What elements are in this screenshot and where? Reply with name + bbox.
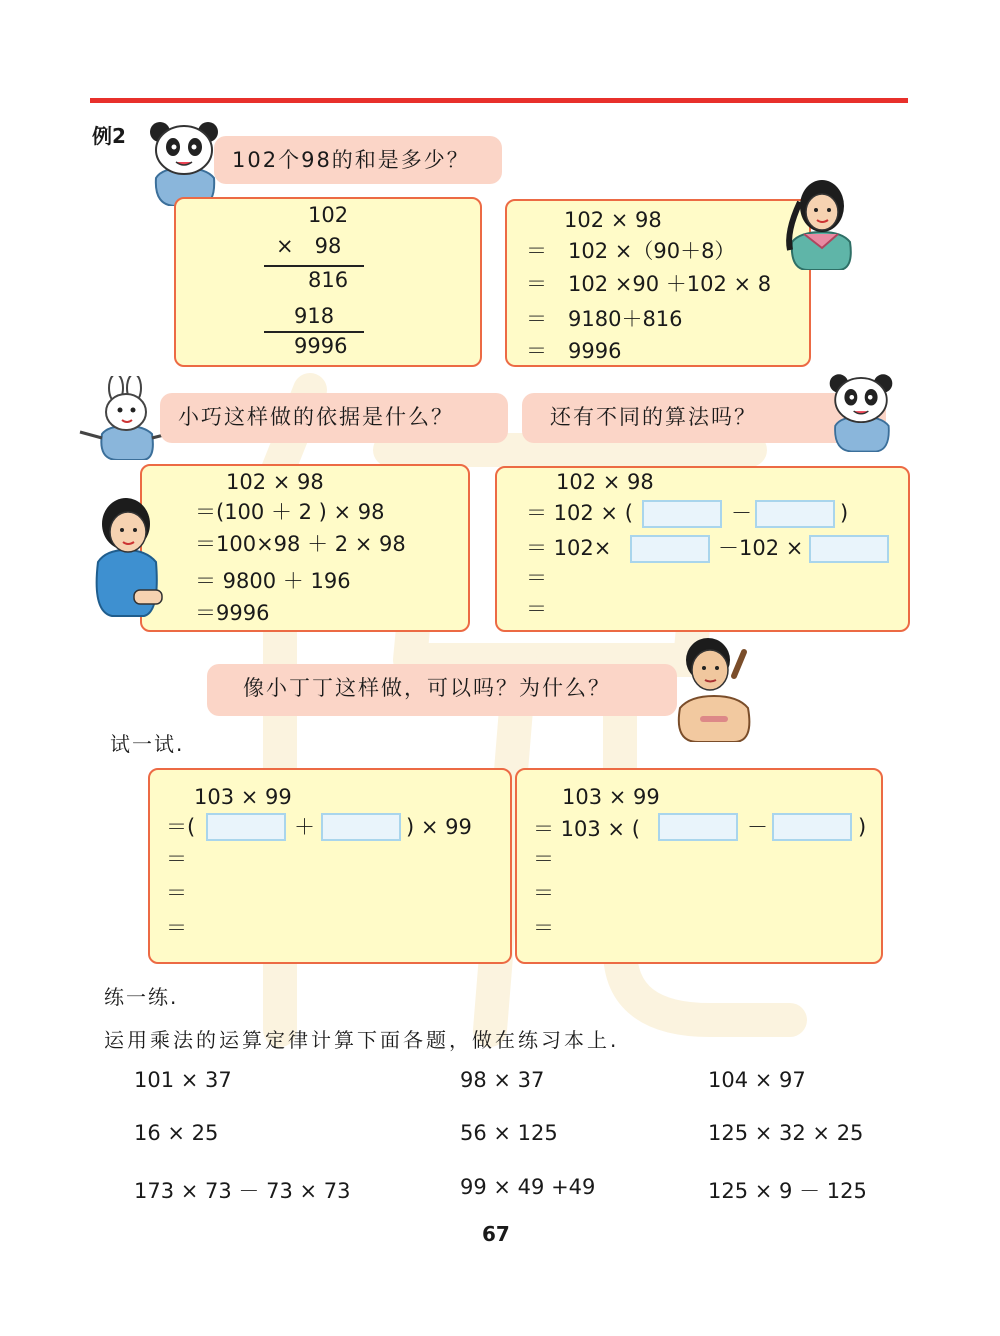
try-left-blank-2[interactable] <box>321 813 401 841</box>
vertical-line-2: × 98 <box>276 234 342 258</box>
exercise-3-1: 173 × 73 － 73 × 73 <box>134 1179 351 1203</box>
try-right-line-4: ＝ <box>533 881 554 905</box>
exercise-2-2: 56 × 125 <box>460 1121 558 1145</box>
try-right-line-3: ＝ <box>533 847 554 871</box>
vertical-line-1: 102 <box>308 203 349 227</box>
alt-blank-4[interactable] <box>809 535 889 563</box>
rabbit-character-icon <box>78 376 170 460</box>
try-right-line-1: 103 × 99 <box>562 785 660 809</box>
exercise-1-3: 104 × 97 <box>708 1068 806 1092</box>
alt-blank-3[interactable] <box>630 535 710 563</box>
vertical-line-3: 816 <box>308 268 349 292</box>
exercise-2-1: 16 × 25 <box>134 1121 219 1145</box>
try-right-line-5: ＝ <box>533 916 554 940</box>
try-left-blank-1[interactable] <box>206 813 286 841</box>
practice-label: 练一练. <box>104 985 179 1009</box>
header-rule <box>90 98 908 103</box>
boy-line-3: ＝100×98 ＋ 2 × 98 <box>195 532 406 556</box>
vertical-rule-2 <box>264 331 364 333</box>
alt-line-2b: － <box>731 501 752 525</box>
dingding-question-bubble <box>207 664 677 716</box>
try-right-blank-1[interactable] <box>658 813 738 841</box>
panda-character-icon-2 <box>826 372 896 452</box>
rabbit-question-bubble <box>160 393 508 443</box>
practice-instruction: 运用乘法的运算定律计算下面各题，做在练习本上. <box>104 1028 620 1052</box>
question-bubble <box>214 136 502 184</box>
try-left-line-4: ＝ <box>166 881 187 905</box>
girl-line-4: ＝ 9180＋816 <box>526 307 683 331</box>
try-left-line-1: 103 × 99 <box>194 785 292 809</box>
exercise-1-1: 101 × 37 <box>134 1068 232 1092</box>
try-left-line-2a: ＝( <box>166 815 196 839</box>
vertical-line-4: 918 <box>294 304 335 328</box>
girl-line-2: ＝ 102 ×（90＋8） <box>526 239 736 263</box>
boy-line-2: ＝(100 ＋ 2 ) × 98 <box>195 500 385 524</box>
alt-line-1: 102 × 98 <box>556 470 654 494</box>
exercise-3-3: 125 × 9 － 125 <box>708 1179 867 1203</box>
example-label: 例2 <box>92 124 126 148</box>
rabbit-question-text: 小巧这样做的依据是什么？ <box>178 405 454 429</box>
alt-line-4: ＝ <box>526 566 547 590</box>
try-left-line-5: ＝ <box>166 916 187 940</box>
boy-line-4: ＝ 9800 ＋ 196 <box>195 569 351 593</box>
boy-character-icon <box>86 492 164 620</box>
try-left-line-2c: ) × 99 <box>406 815 472 839</box>
try-right-line-2a: ＝ 103 × ( <box>533 817 640 841</box>
alt-blank-1[interactable] <box>642 500 722 528</box>
question-text: 102个98的和是多少？ <box>232 148 470 172</box>
vertical-rule-1 <box>264 265 364 267</box>
page-number: 67 <box>482 1222 510 1246</box>
girl-line-3: ＝ 102 ×90 ＋102 × 8 <box>526 272 772 296</box>
exercise-1-2: 98 × 37 <box>460 1068 545 1092</box>
boy-line-5: ＝9996 <box>195 601 270 625</box>
alt-line-2a: ＝ 102 × ( <box>526 501 633 525</box>
try-label: 试一试. <box>110 732 185 756</box>
try-right-blank-2[interactable] <box>772 813 852 841</box>
girl-line-5: ＝ 9996 <box>526 339 622 363</box>
try-left-line-3: ＝ <box>166 847 187 871</box>
boy-line-1: 102 × 98 <box>226 470 324 494</box>
try-right-line-2c: ) <box>858 815 867 839</box>
girl-character-icon <box>778 172 860 270</box>
dingding-question-text: 像小丁丁这样做，可以吗？为什么？ <box>243 676 611 700</box>
girl-line-1: 102 × 98 <box>564 208 662 232</box>
vertical-line-5: 9996 <box>294 334 348 358</box>
try-right-line-2b: － <box>747 815 768 839</box>
alt-line-3a: ＝ 102× <box>526 536 612 560</box>
dingding-character-icon <box>664 632 762 742</box>
alt-line-3b: －102 × <box>718 536 804 560</box>
panda-question-text: 还有不同的算法吗？ <box>550 405 757 429</box>
alt-line-5: ＝ <box>526 597 547 621</box>
try-left-line-2b: ＋ <box>294 815 315 839</box>
alt-blank-2[interactable] <box>755 500 835 528</box>
alt-line-2c: ) <box>840 501 849 525</box>
panda-character-icon <box>146 120 222 206</box>
exercise-3-2: 99 × 49 +49 <box>460 1175 596 1199</box>
exercise-2-3: 125 × 32 × 25 <box>708 1121 864 1145</box>
